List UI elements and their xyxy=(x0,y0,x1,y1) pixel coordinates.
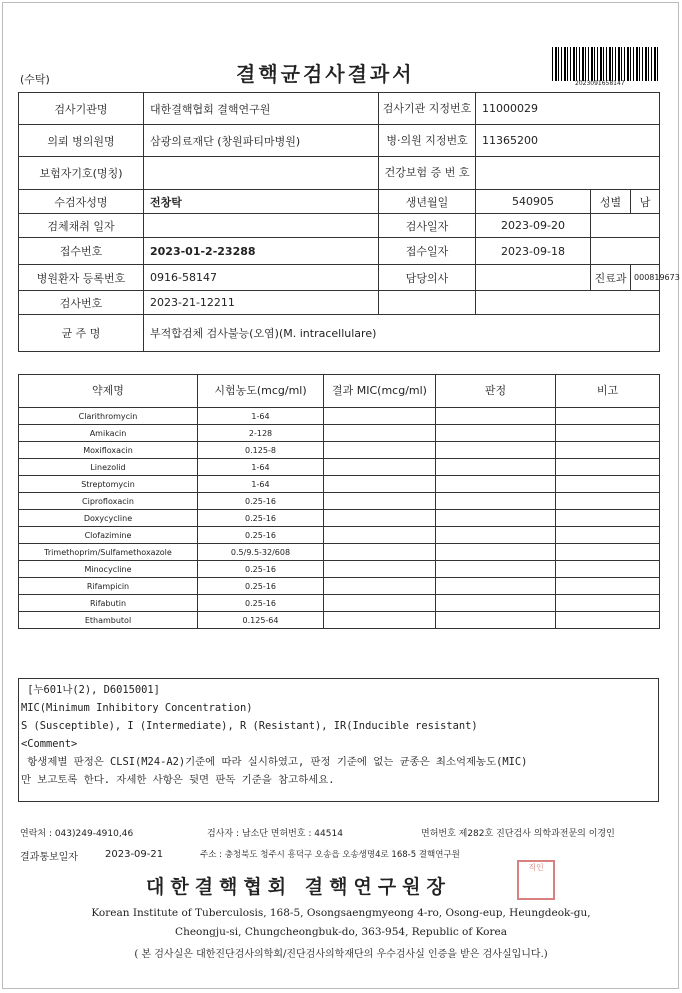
collect-label: 검체채취 일자 xyxy=(19,214,144,238)
test-range-cell: 2-128 xyxy=(198,425,324,442)
remarks-cell xyxy=(556,476,660,493)
remarks-cell xyxy=(556,544,660,561)
recv-date-extra xyxy=(591,238,660,265)
interpretation-cell xyxy=(436,476,556,493)
drug-name-cell: Ethambutol xyxy=(19,612,198,629)
interpretation-cell xyxy=(436,408,556,425)
drug-name-cell: Minocycline xyxy=(19,561,198,578)
test-range-cell: 0.25-16 xyxy=(198,527,324,544)
drug-name-cell: Linezolid xyxy=(19,459,198,476)
interpretation-cell xyxy=(436,544,556,561)
mic-result-cell xyxy=(324,527,436,544)
test-range-cell: 0.25-16 xyxy=(198,595,324,612)
inst-value: 대한결핵협회 결핵연구원 xyxy=(144,93,379,125)
drug-name-cell: Ciprofloxacin xyxy=(19,493,198,510)
req-label: 의뢰 병의원명 xyxy=(19,125,144,157)
mic-result-cell xyxy=(324,493,436,510)
drug-name-cell: Streptomycin xyxy=(19,476,198,493)
mic-result-cell xyxy=(324,459,436,476)
table-row xyxy=(19,476,660,493)
interpretation-cell xyxy=(436,493,556,510)
report-date-label: 결과통보일자 xyxy=(20,852,78,863)
barcode xyxy=(552,47,658,81)
comment-legend: S (Susceptible), I (Intermediate), R (Resistant), IR(Inducible resistant) xyxy=(21,720,478,732)
comment-code: [누601나(2), D6015001] xyxy=(21,684,160,696)
test-range-cell: 0.25-16 xyxy=(198,493,324,510)
drug-name-cell: Clofazimine xyxy=(19,527,198,544)
test-range-cell: 1-64 xyxy=(198,476,324,493)
remarks-cell xyxy=(556,425,660,442)
mic-result-cell xyxy=(324,612,436,629)
comment-heading: <Comment> xyxy=(21,738,78,750)
test-no-label: 검사번호 xyxy=(19,291,144,315)
drug-susceptibility-table xyxy=(18,374,660,629)
doctor-label: 담당의사 xyxy=(379,265,476,291)
mic-result-cell xyxy=(324,544,436,561)
certification-note: ( 본 검사실은 대한진단검사의학회/진단검사의학재단의 우수검사실 인증을 받은 검사실입니다.) xyxy=(134,949,548,960)
comment-text-1: 항생제별 판정은 CLSI(M24-A2)기준에 따라 실시하였고, 판정 기준에 없는 균종은 최소억제농도(MIC) xyxy=(21,756,528,768)
patient-info-table xyxy=(18,92,680,352)
remarks-cell xyxy=(556,595,660,612)
col-header-remarks: 비고 xyxy=(556,375,660,408)
health-no-value xyxy=(476,157,660,190)
test-range-cell: 0.125-64 xyxy=(198,612,324,629)
english-address-line-2: Cheongju-si, Chungcheongbuk-do, 363-954, Republic of Korea xyxy=(175,926,507,938)
test-date-extra xyxy=(591,214,660,238)
mic-result-cell xyxy=(324,476,436,493)
document-title: 결핵균검사결과서 xyxy=(236,62,415,86)
receipt-label: (수탁) xyxy=(20,73,50,86)
license-specialist: 면허번호 제282호 진단검사 의학과전문의 이경인 xyxy=(421,829,615,839)
col-header-mic: 결과 MIC(mcg/ml) xyxy=(324,375,436,408)
health-no-label: 건강보험 증 번 호 xyxy=(379,157,476,190)
inst-no-value: 11000029 xyxy=(476,93,660,125)
table-row xyxy=(19,510,660,527)
table-row xyxy=(19,425,660,442)
interpretation-cell xyxy=(436,612,556,629)
interpretation-cell xyxy=(436,442,556,459)
report-date: 2023-09-21 xyxy=(105,849,164,860)
drug-name-cell: Moxifloxacin xyxy=(19,442,198,459)
test-date-value: 2023-09-20 xyxy=(476,214,591,238)
remarks-cell xyxy=(556,493,660,510)
drug-name-cell: Trimethoprim/Sulfamethoxazole xyxy=(19,544,198,561)
remarks-cell xyxy=(556,408,660,425)
contact: 연락처 : 043)249-4910,46 xyxy=(20,829,134,839)
col-header-range: 시험농도(mcg/ml) xyxy=(198,375,324,408)
mic-result-cell xyxy=(324,425,436,442)
interpretation-cell xyxy=(436,459,556,476)
remarks-cell xyxy=(556,459,660,476)
interpretation-cell xyxy=(436,527,556,544)
mic-result-cell xyxy=(324,595,436,612)
drug-name-cell: Clarithromycin xyxy=(19,408,198,425)
patient-reg-label: 병원환자 등록번호 xyxy=(19,265,144,291)
remarks-cell xyxy=(556,578,660,595)
test-range-cell: 0.25-16 xyxy=(198,510,324,527)
test-range-cell: 1-64 xyxy=(198,459,324,476)
dept-label: 진료과 xyxy=(591,265,631,291)
birth-label: 생년월일 xyxy=(379,190,476,214)
interpretation-cell xyxy=(436,595,556,612)
table-row xyxy=(19,544,660,561)
drug-name-cell: Rifampicin xyxy=(19,578,198,595)
doctor-value xyxy=(476,265,591,291)
sex-label: 성별 xyxy=(591,190,631,214)
test-no-blank-1 xyxy=(379,291,476,315)
remarks-cell xyxy=(556,442,660,459)
comment-box xyxy=(18,678,659,802)
table-row xyxy=(19,493,660,510)
patient-reg-value: 0916-58147 xyxy=(144,265,379,291)
interpretation-cell xyxy=(436,561,556,578)
comment-text-2: 만 보고토록 한다. 자세한 사항은 뒷면 판독 기준을 참고하세요. xyxy=(21,774,335,786)
drug-name-cell: Rifabutin xyxy=(19,595,198,612)
test-no-blank-2 xyxy=(476,291,660,315)
insurer-value xyxy=(144,157,379,190)
test-range-cell: 0.25-16 xyxy=(198,578,324,595)
remarks-cell xyxy=(556,612,660,629)
address: 주소 : 충청북도 청주시 흥덕구 오송읍 오송생명4로 168-5 결핵연구원 xyxy=(200,850,460,860)
hosp-no-value: 11365200 xyxy=(476,125,660,157)
mic-result-cell xyxy=(324,578,436,595)
species-value: 부적합검체 검사불능(오염)(M. intracellulare) xyxy=(144,315,660,352)
inst-label: 검사기관명 xyxy=(19,93,144,125)
mic-result-cell xyxy=(324,442,436,459)
inst-no-label: 검사기관 지정번호 xyxy=(379,93,476,125)
remarks-cell xyxy=(556,561,660,578)
insurer-label: 보험자기호(명칭) xyxy=(19,157,144,190)
col-header-interpretation: 판정 xyxy=(436,375,556,408)
table-row xyxy=(19,595,660,612)
collect-value xyxy=(144,214,379,238)
table-row xyxy=(19,527,660,544)
comment-mic-def: MIC(Minimum Inhibitory Concentration) xyxy=(21,702,253,714)
table-row xyxy=(19,578,660,595)
remarks-cell xyxy=(556,510,660,527)
interpretation-cell xyxy=(436,578,556,595)
test-range-cell: 0.25-16 xyxy=(198,561,324,578)
test-range-cell: 1-64 xyxy=(198,408,324,425)
subject-value: 전창탁 xyxy=(144,190,379,214)
examiner: 검사자 : 남소단 면허번호 : 44514 xyxy=(207,829,343,839)
organization-name: 대한결핵협회 결핵연구원장 xyxy=(146,876,451,898)
mic-result-cell xyxy=(324,510,436,527)
table-row xyxy=(19,408,660,425)
english-address-line-1: Korean Institute of Tuberculosis, 168-5, Osongsaengmyeong 4-ro, Osong-eup, Heungdeok-gu, xyxy=(91,907,591,919)
test-no-value: 2023-21-12211 xyxy=(144,291,379,315)
species-label: 균 주 명 xyxy=(19,315,144,352)
mic-result-cell xyxy=(324,408,436,425)
test-range-cell: 0.125-8 xyxy=(198,442,324,459)
barcode-number: 2023091658147 xyxy=(575,80,625,87)
interpretation-cell xyxy=(436,510,556,527)
remarks-cell xyxy=(556,527,660,544)
sex-value: 남 xyxy=(631,190,660,214)
req-value: 삼광의료재단 (창원파티마병원) xyxy=(144,125,379,157)
recv-date-value: 2023-09-18 xyxy=(476,238,591,265)
accession-label: 접수번호 xyxy=(19,238,144,265)
table-row xyxy=(19,442,660,459)
accession-value: 2023-01-2-23288 xyxy=(144,238,379,265)
birth-value: 540905 xyxy=(476,190,591,214)
drug-name-cell: Amikacin xyxy=(19,425,198,442)
recv-date-label: 접수일자 xyxy=(379,238,476,265)
interpretation-cell xyxy=(436,425,556,442)
mic-result-cell xyxy=(324,561,436,578)
hosp-no-label: 병·의원 지정번호 xyxy=(379,125,476,157)
official-seal: 직인 xyxy=(517,860,555,900)
test-date-label: 검사일자 xyxy=(379,214,476,238)
table-row xyxy=(19,612,660,629)
table-row xyxy=(19,561,660,578)
test-range-cell: 0.5/9.5-32/608 xyxy=(198,544,324,561)
table-row xyxy=(19,459,660,476)
drug-name-cell: Doxycycline xyxy=(19,510,198,527)
col-header-drug: 약제명 xyxy=(19,375,198,408)
subject-label: 수검자성명 xyxy=(19,190,144,214)
dept-value: 000819673 xyxy=(631,265,660,291)
